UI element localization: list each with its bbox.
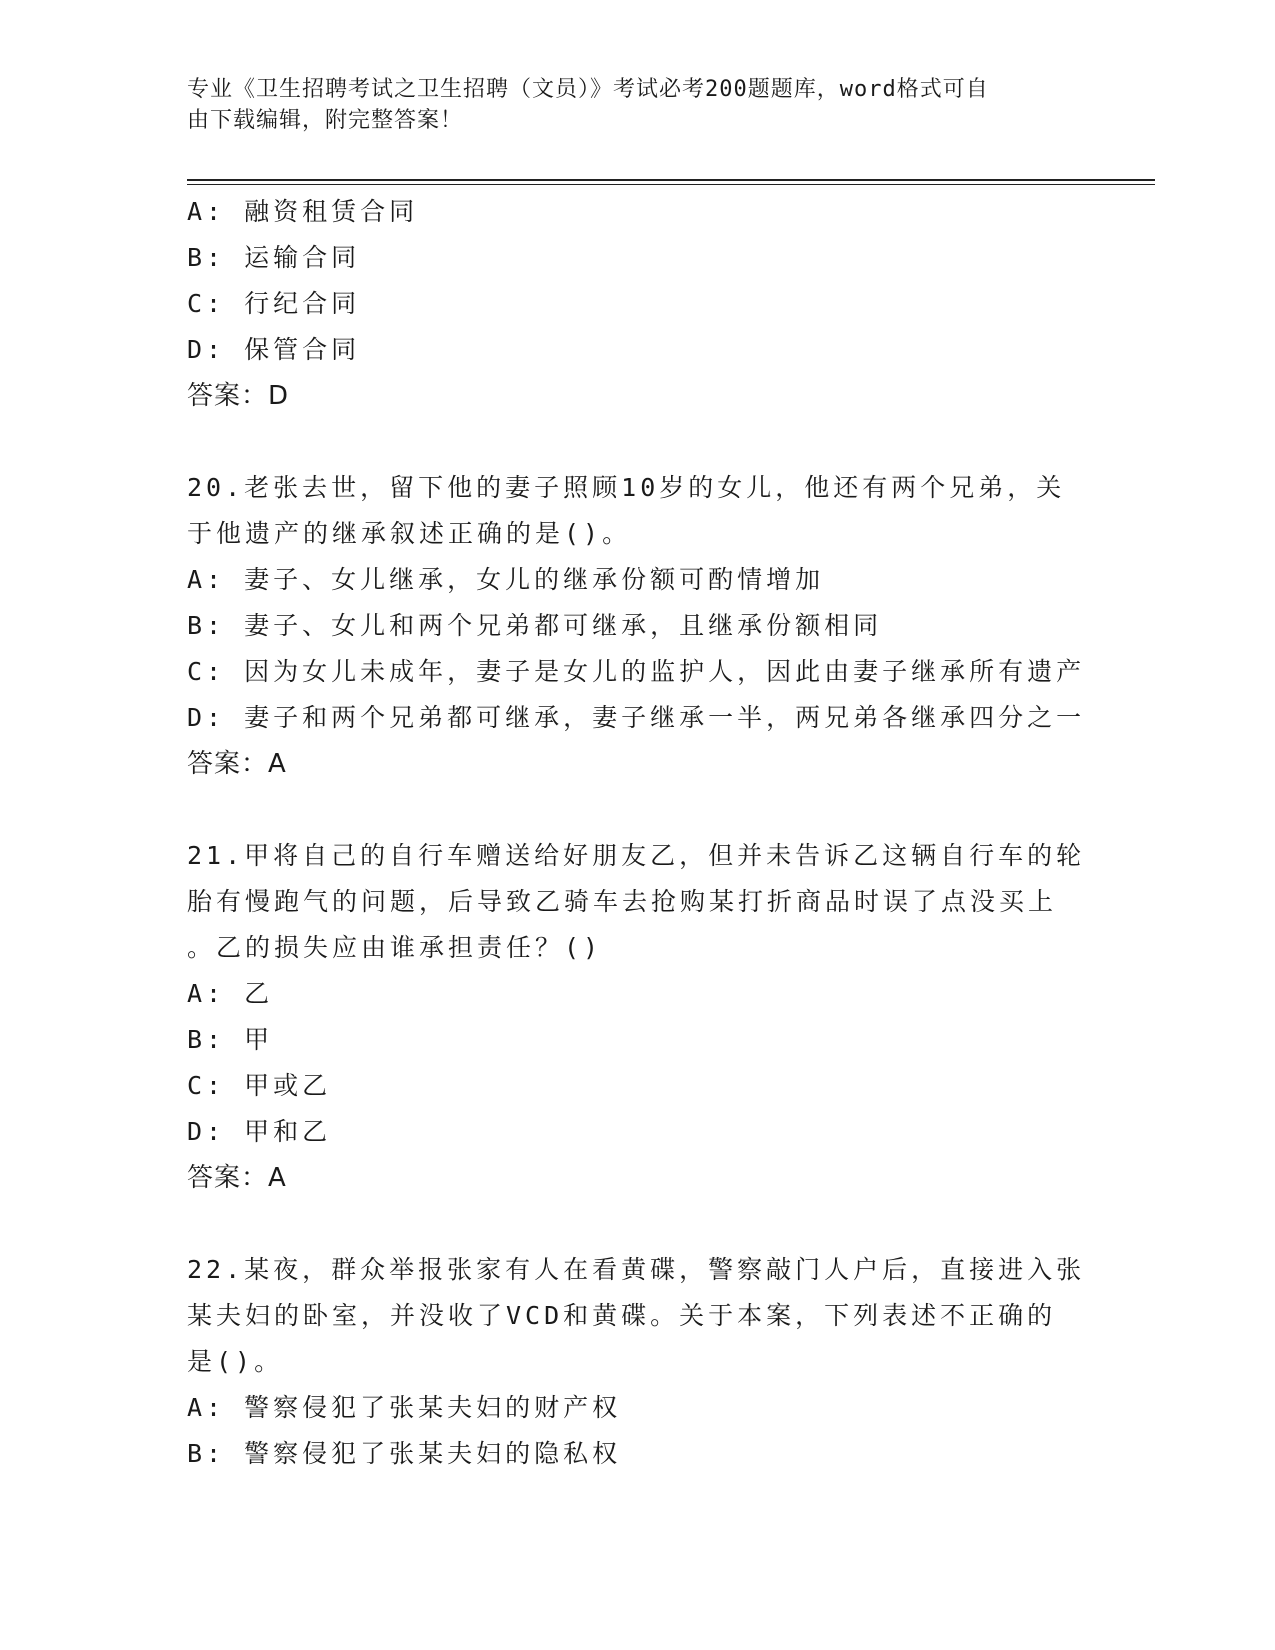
question-21 (187, 833, 1087, 1201)
question-22 (187, 1247, 1087, 1477)
question-stem-line-1: 21.甲将自己的自行车赠送给好朋友乙，但并未告诉乙这辆自行车的轮 (187, 841, 1086, 870)
question-stem-line-2: 某夫妇的卧室，并没收了VCD和黄碟。关于本案，下列表述不正确的 (187, 1301, 1057, 1330)
option-b: B: 甲 (187, 1025, 274, 1054)
question-stem-line-2: 于他遗产的继承叙述正确的是()。 (187, 519, 632, 548)
option-a: A: 妻子、女儿继承，女儿的继承份额可酌情增加 (187, 565, 825, 594)
option-a: A: 乙 (187, 979, 274, 1008)
answer: 答案：D (187, 381, 290, 411)
question-20 (187, 465, 1087, 787)
option-d: D: 妻子和两个兄弟都可继承，妻子继承一半，两兄弟各继承四分之一 (187, 703, 1086, 732)
spacer (187, 787, 1087, 833)
option-c: C: 行纪合同 (187, 289, 361, 318)
option-b: B: 运输合同 (187, 243, 361, 272)
header-line-1: 专业《卫生招聘考试之卫生招聘（文员）》考试必考200题题库，word格式可自 (187, 77, 989, 102)
question-stem-line-3: 。乙的损失应由谁承担责任？() (187, 933, 603, 962)
option-b: B: 警察侵犯了张某夫妇的隐私权 (187, 1439, 622, 1468)
answer: 答案：A (187, 749, 287, 779)
header-rule-thick (187, 179, 1155, 181)
spacer (187, 1201, 1087, 1247)
option-c: C: 因为女儿未成年，妻子是女儿的监护人，因此由妻子继承所有遗产 (187, 657, 1086, 686)
answer: 答案：A (187, 1163, 287, 1193)
question-stem-line-3: 是()。 (187, 1347, 284, 1376)
question-19 (187, 189, 1087, 419)
option-a: A: 融资租赁合同 (187, 197, 419, 226)
option-d: D: 甲和乙 (187, 1117, 332, 1146)
question-content (187, 189, 1087, 1477)
header-line-2: 由下载编辑，附完整答案！ (187, 108, 464, 133)
option-c: C: 甲或乙 (187, 1071, 332, 1100)
document-header (187, 74, 1067, 136)
question-stem-line-2: 胎有慢跑气的问题，后导致乙骑车去抢购某打折商品时误了点没买上 (187, 887, 1058, 916)
option-b: B: 妻子、女儿和两个兄弟都可继承，且继承份额相同 (187, 611, 883, 640)
spacer (187, 419, 1087, 465)
header-rule-thin (187, 184, 1155, 185)
option-d: D: 保管合同 (187, 335, 361, 364)
question-stem-line-1: 20.老张去世，留下他的妻子照顾10岁的女儿，他还有两个兄弟，关 (187, 473, 1066, 502)
question-stem-line-1: 22.某夜，群众举报张家有人在看黄碟，警察敲门人户后，直接进入张 (187, 1255, 1086, 1284)
option-a: A: 警察侵犯了张某夫妇的财产权 (187, 1393, 622, 1422)
